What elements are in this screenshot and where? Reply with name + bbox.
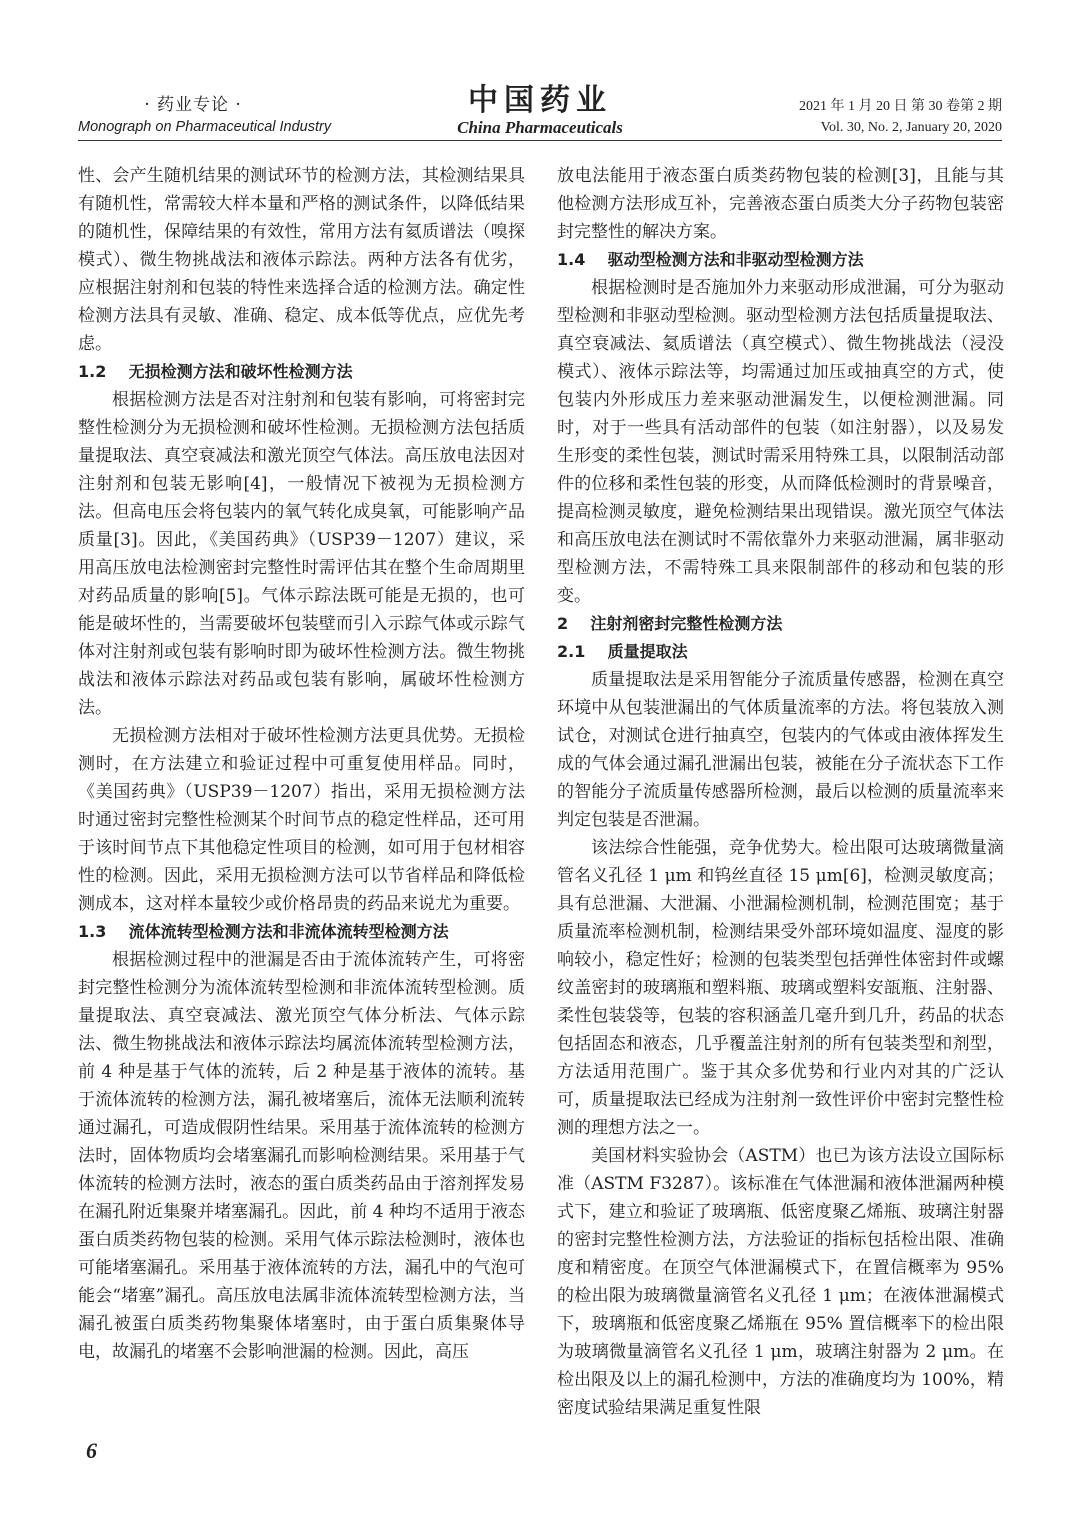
body-paragraph: 质量提取法是采用智能分子流质量传感器，检测在真空环境中从包装泄漏出的气体质量流率的方法。将包装放入测试仓，对测试仓进行抽真空，包装内的气体或由液体挥发生成的气体会通过漏孔泄漏出包装，被能在分子流状态下工作的智能分子流质量传感器所检测，最后以检测的质量流率来判定包装是否泄漏。 [557,670,1004,830]
page-number: 6 [86,1438,97,1463]
series-english-title: Monograph on Pharmaceutical Industry [78,119,332,135]
column-name: · 药业专论 · [144,95,242,115]
journal-name-english: China Pharmaceuticals [457,118,623,137]
journal-logo-chinese: 中国药业 [468,83,612,118]
body-paragraph: 根据检测时是否施加外力来驱动形成泄漏，可分为驱动型检测和非驱动型检测。驱动型检测方法包括质量提取法、真空衰减法、氦质谱法（真空模式）、微生物挑战法（浸没模式）、液体示踪法等，均需通过加压或抽真空的方式，使包装内外形成压力差来驱动泄漏发生，以便检测泄漏。同时，对于一些具有活动部件的包装（如注射器），以及易发生形变的柔性包装，测试时需采用特殊工具，以限制活动部件的位移和柔性包装的形变，从而降低检测时的背景噪音，提高检测灵敏度，避免检测结果出现错误。激光顶空气体法和高压放电法在测试时不需依靠外力来驱动泄漏，属非驱动型检测方法，不需特殊工具来限制部件的移动和包装的形变。 [557,278,1004,606]
page-header [78,83,1002,140]
section-heading: 1.2 无损检测方法和破坏性检测方法 [78,362,353,381]
body-paragraph: 性、会产生随机结果的测试环节的检测方法，其检测结果具有随机性，常需较大样本量和严格的测试条件，以降低结果的随机性，保障结果的有效性，常用方法有氦质谱法（嗅探模式）、微生物挑战法和液体示踪法。两种方法各有优劣，应根据注射剂和包装的特性来选择合适的检测方法。确定性检测方法具有灵敏、准确、稳定、成本低等优点，应优先考虑。 [78,166,525,354]
issue-info-chinese: 2021 年 1 月 20 日 第 30 卷第 2 期 [799,99,1002,114]
body-paragraph: 根据检测过程中的泄漏是否由于流体流转产生，可将密封完整性检测分为流体流转型检测和非流体流转型检测。质量提取法、真空衰减法、激光顶空气体分析法、气体示踪法、微生物挑战法和液体示踪法均属流体流转型检测方法，前 4 种是基于气体的流转，后 2 种是基于液体的流转。基于流体流转的检测方法，漏孔被堵塞后，流体无法顺利流转通过漏孔，可造成假阴性结果。采用基于流体流转的检测方法时，固体物质均会堵塞漏孔而影响检测结果。采用基于气体流转的检测方法时，液态的蛋白质类药品由于溶剂挥发易在漏孔附近集聚并堵塞漏孔。因此，前 4 种均不适用于液态蛋白质类药物包装的检测。采用气体示踪法检测时，液体也可能堵塞漏孔。采用基于液体流转的方法，漏孔中的气泡可能会“堵塞”漏孔。高压放电法属非流体流转型检测方法，当漏孔被蛋白质类药物集聚体堵塞时，由于蛋白质集聚体导电，故漏孔的堵塞不会影响泄漏的检测。因此，高压 [78,950,525,1362]
section-heading: 1.4 驱动型检测方法和非驱动型检测方法 [557,250,864,269]
left-text-column [78,162,525,1366]
right-text-column [557,162,1004,1422]
body-paragraph: 无损检测方法相对于破坏性检测方法更具优势。无损检测时，在方法建立和验证过程中可重复使用样品。同时，《美国药典》（USP39－1207）指出，采用无损检测方法时通过密封完整性检测某个时间节点的稳定性样品，还可用于该时间节点下其他稳定性项目的检测，如可用于包材相容性的检测。因此，采用无损检测方法可以节省样品和降低检测成本，这对样本量较少或价格昂贵的药品来说尤为重要。 [78,726,525,914]
section-heading: 2.1 质量提取法 [557,642,688,661]
header-divider [78,140,1002,141]
issue-info-english: Vol. 30, No. 2, January 20, 2020 [820,120,1002,135]
section-heading: 1.3 流体流转型检测方法和非流体流转型检测方法 [78,922,449,941]
section-heading: 2 注射剂密封完整性检测方法 [557,614,783,633]
body-paragraph: 根据检测方法是否对注射剂和包装有影响，可将密封完整性检测分为无损检测和破坏性检测。无损检测方法包括质量提取法、真空衰减法和激光顶空气体法。高压放电法因对注射剂和包装无影响[4]，一般情况下被视为无损检测方法。但高电压会将包装内的氧气转化成臭氧，可能影响产品质量[3]。因此，《美国药典》（USP39－1207）建议，采用高压放电法检测密封完整性时需评估其在整个生命周期里对药品质量的影响[5]。气体示踪法既可能是无损的，也可能是破坏性的，当需要破坏包装壁而引入示踪气体或示踪气体对注射剂或包装有影响时即为破坏性检测方法。微生物挑战法和液体示踪法对药品或包装有影响，属破坏性检测方法。 [78,390,525,718]
body-paragraph: 美国材料实验协会（ASTM）也已为该方法设立国际标准（ASTM F3287）。该标准在气体泄漏和液体泄漏两种模式下，建立和验证了玻璃瓶、低密度聚乙烯瓶、玻璃注射器的密封完整性检测方法，方法验证的指标包括检出限、准确度和精密度。在顶空气体泄漏模式下，在置信概率为 95% 的检出限为玻璃微量滴管名义孔径 1 μm；在液体泄漏模式下，玻璃瓶和低密度聚乙烯瓶在 95% 置信概率下的检出限为玻璃微量滴管名义孔径 1 μm，玻璃注射器为 2 μm。在检出限及以上的漏孔检测中，方法的准确度均为 100%，精密度试验结果满足重复性限 [557,1146,1004,1418]
header-right [799,96,1002,138]
body-paragraph: 该法综合性能强，竞争优势大。检出限可达玻璃微量滴管名义孔径 1 μm 和钨丝直径 15 μm[6]，检测灵敏度高；具有总泄漏、大泄漏、小泄漏检测机制，检测范围宽；基于质量流率检测机制，检测结果受外部环境如温度、湿度的影响较小，稳定性好；检测的包装类型包括弹性体密封件或螺纹盖密封的玻璃瓶和塑料瓶、玻璃或塑料安瓿瓶、注射器、柔性包装袋等，包装的容积涵盖几毫升到几升，药品的状态包括固态和液态，几乎覆盖注射剂的所有包装类型和剂型，方法适用范围广。鉴于其众多优势和行业内对其的广泛认可，质量提取法已经成为注射剂一致性评价中密封完整性检测的理想方法之一。 [557,838,1004,1138]
body-paragraph: 放电法能用于液态蛋白质类药物包装的检测[3]，且能与其他检测方法形成互补，完善液态蛋白质类大分子药物包装密封完整性的解决方案。 [557,166,1004,242]
